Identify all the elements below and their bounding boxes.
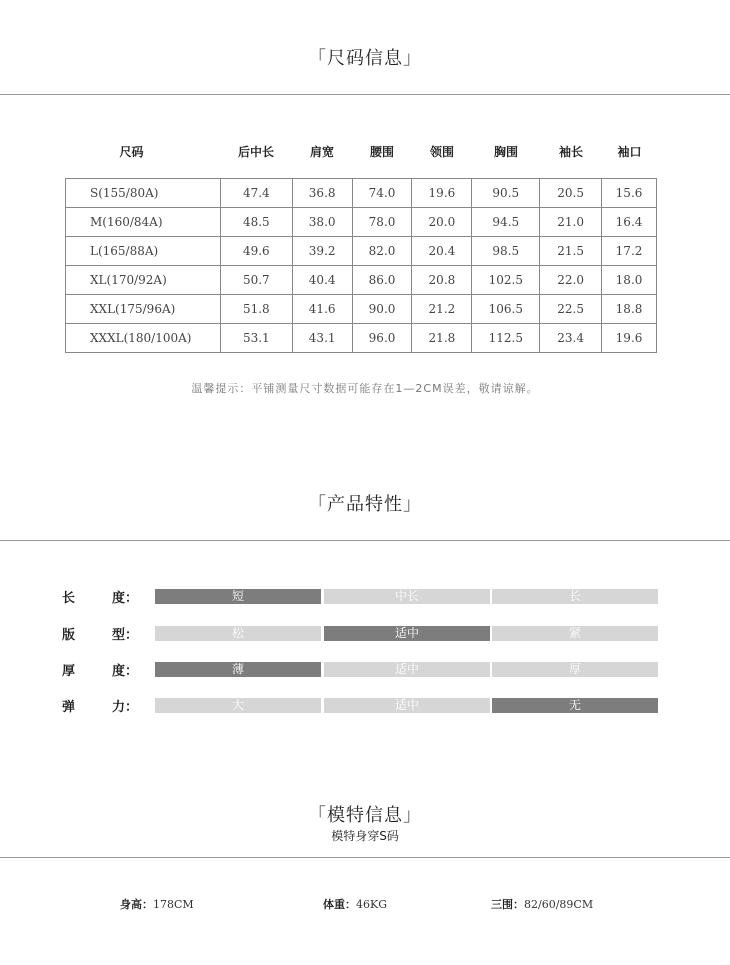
size-cell: M(160/84A)	[66, 208, 221, 237]
size-table	[65, 178, 657, 353]
size-table-header	[65, 143, 657, 163]
measure-cell: 22.5	[540, 295, 602, 324]
model-weight-label: 体重：	[323, 898, 356, 911]
feature-option: 适中	[324, 698, 490, 713]
feature-row	[0, 698, 730, 714]
header-waist: 腰围	[369, 145, 394, 159]
header-sleeve-length: 袖长	[558, 145, 583, 159]
feature-row	[0, 626, 730, 642]
measure-cell: 18.0	[602, 266, 657, 295]
measure-cell: 96.0	[352, 324, 412, 353]
model-weight-value: 46KG	[356, 898, 388, 911]
feature-label	[62, 660, 139, 679]
size-cell: XXL(175/96A)	[66, 295, 221, 324]
measure-cell: 20.4	[412, 237, 472, 266]
measure-cell: 21.5	[540, 237, 602, 266]
table-row	[66, 208, 657, 237]
measure-cell: 15.6	[602, 179, 657, 208]
model-section-title: 「模特信息」	[308, 805, 422, 826]
feature-option: 厚	[492, 662, 658, 677]
size-cell: XXXL(180/100A)	[66, 324, 221, 353]
table-row	[66, 324, 657, 353]
measure-cell: 82.0	[352, 237, 412, 266]
model-height-label: 身高：	[120, 898, 153, 911]
size-section-title: 「尺码信息」	[308, 48, 422, 69]
table-row	[66, 295, 657, 324]
table-row	[66, 179, 657, 208]
size-cell: XL(170/92A)	[66, 266, 221, 295]
header-back-length: 后中长	[237, 145, 274, 159]
header-cuff: 袖口	[617, 145, 642, 159]
feature-option: 长	[492, 589, 658, 604]
table-row	[66, 266, 657, 295]
measurement-note: 温馨提示：平铺测量尺寸数据可能存在1—2CM误差，敬请谅解。	[191, 382, 539, 395]
feature-label	[62, 696, 139, 715]
feature-section-title: 「产品特性」	[308, 494, 422, 515]
feature-label	[62, 624, 139, 643]
header-shoulder: 肩宽	[309, 145, 334, 159]
measure-cell: 78.0	[352, 208, 412, 237]
measure-cell: 16.4	[602, 208, 657, 237]
feature-option: 中长	[324, 589, 490, 604]
feature-row	[0, 662, 730, 678]
feature-option: 适中	[324, 662, 490, 677]
measure-cell: 50.7	[220, 266, 292, 295]
measure-cell: 18.8	[602, 295, 657, 324]
measure-cell: 47.4	[220, 179, 292, 208]
measure-cell: 90.0	[352, 295, 412, 324]
divider	[0, 540, 730, 541]
measure-cell: 43.1	[292, 324, 352, 353]
measure-cell: 36.8	[292, 179, 352, 208]
measure-cell: 39.2	[292, 237, 352, 266]
measure-cell: 48.5	[220, 208, 292, 237]
measure-cell: 38.0	[292, 208, 352, 237]
feature-label-first: 版	[62, 628, 76, 643]
feature-option-selected: 适中	[324, 626, 490, 641]
feature-label	[62, 587, 139, 606]
measure-cell: 51.8	[220, 295, 292, 324]
model-measure-value: 82/60/89CM	[524, 898, 594, 911]
header-collar: 领围	[429, 145, 454, 159]
measure-cell: 19.6	[412, 179, 472, 208]
header-size: 尺码	[119, 145, 144, 159]
feature-label-first: 弹	[62, 700, 76, 715]
measure-cell: 106.5	[472, 295, 540, 324]
feature-option-selected: 薄	[155, 662, 321, 677]
header-chest: 胸围	[493, 145, 518, 159]
measure-cell: 21.2	[412, 295, 472, 324]
model-subtitle: 模特身穿S码	[331, 829, 399, 843]
measure-cell: 40.4	[292, 266, 352, 295]
model-height	[120, 896, 194, 912]
measure-cell: 102.5	[472, 266, 540, 295]
measure-cell: 41.6	[292, 295, 352, 324]
feature-label-second: 型：	[112, 628, 139, 643]
feature-label-second: 度：	[112, 664, 139, 679]
measure-cell: 23.4	[540, 324, 602, 353]
measure-cell: 20.5	[540, 179, 602, 208]
measure-cell: 20.8	[412, 266, 472, 295]
model-measurements	[491, 896, 593, 912]
measure-cell: 21.0	[540, 208, 602, 237]
measure-cell: 98.5	[472, 237, 540, 266]
measure-cell: 21.8	[412, 324, 472, 353]
feature-option-selected: 无	[492, 698, 658, 713]
feature-label-second: 力：	[112, 700, 139, 715]
divider	[0, 857, 730, 858]
size-cell: L(165/88A)	[66, 237, 221, 266]
divider	[0, 94, 730, 95]
feature-option: 松	[155, 626, 321, 641]
feature-row	[0, 589, 730, 605]
measure-cell: 49.6	[220, 237, 292, 266]
measure-cell: 112.5	[472, 324, 540, 353]
feature-label-first: 长	[62, 591, 76, 606]
feature-label-second: 度：	[112, 591, 139, 606]
model-height-value: 178CM	[153, 898, 194, 911]
model-measure-label: 三围：	[491, 898, 524, 911]
feature-label-first: 厚	[62, 664, 76, 679]
feature-option-selected: 短	[155, 589, 321, 604]
measure-cell: 53.1	[220, 324, 292, 353]
measure-cell: 19.6	[602, 324, 657, 353]
size-cell: S(155/80A)	[66, 179, 221, 208]
measure-cell: 74.0	[352, 179, 412, 208]
measure-cell: 22.0	[540, 266, 602, 295]
feature-option: 紧	[492, 626, 658, 641]
measure-cell: 90.5	[472, 179, 540, 208]
feature-option: 大	[155, 698, 321, 713]
measure-cell: 17.2	[602, 237, 657, 266]
measure-cell: 94.5	[472, 208, 540, 237]
model-weight	[323, 896, 387, 912]
measure-cell: 86.0	[352, 266, 412, 295]
measure-cell: 20.0	[412, 208, 472, 237]
table-row	[66, 237, 657, 266]
